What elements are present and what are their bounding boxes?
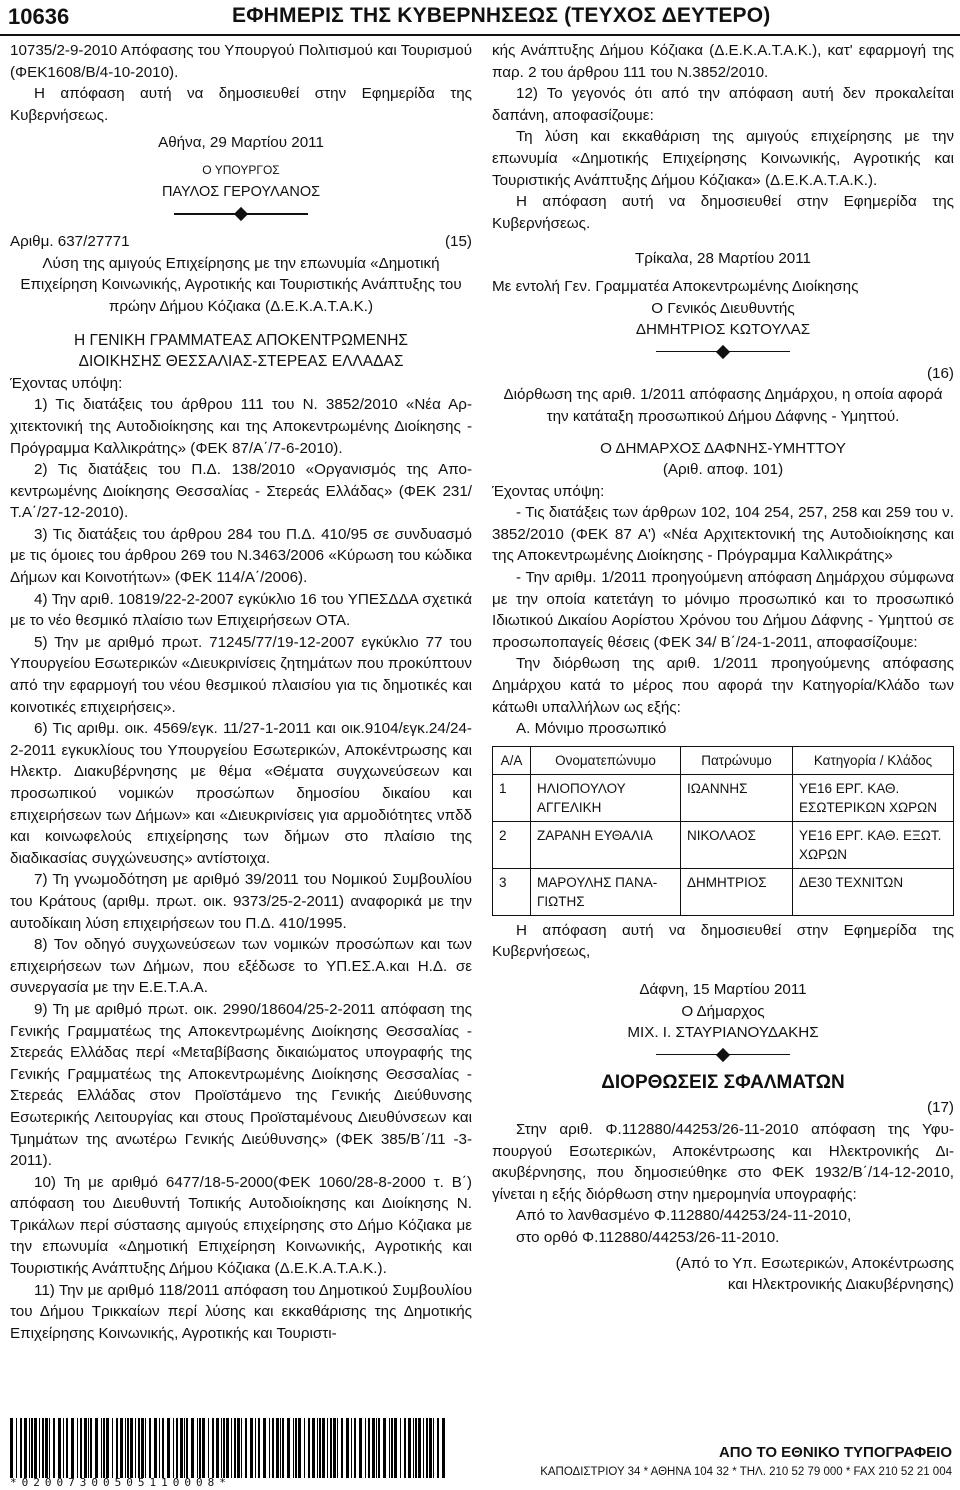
para-3: Την διόρθωση της αριθ. 1/2011 προηγούμενης απόφασης Δημάρχου κατά το μέρος που αφορά την Κατηγορία/Κλάδο των κάτωθι υπαλλήλων ως εξής: <box>492 655 954 716</box>
cell: ΖΑΡΑΝΗ ΕΥΘΑΛΙΑ <box>531 821 681 868</box>
cell: 2 <box>493 821 531 868</box>
errata-source-1: (Από το Υπ. Εσωτερικών, Αποκέντρωσης <box>675 1254 954 1272</box>
header-rule <box>0 34 960 36</box>
para-1: - Τις διατάξεις των άρθρων 102, 104 254, 257, 258 και 259 του ν. 3852/2010 (ΦΕΚ 87 Α') «Νέα Αρχιτεκτονική της Αυτοδιοίκησης και της Αποκεντρωμένης Διοίκησης - Πρόγραμμα Καλλικράτης» <box>492 504 954 565</box>
publish-line: Η απόφαση αυτή να δημοσιευθεί στην Εφημερίδα της Κυβερνήσεως. <box>492 193 954 232</box>
signer-title: Ο Γενικός Διευθυντής <box>651 299 795 317</box>
separator <box>492 1044 954 1066</box>
para-2: - Την αριθμ. 1/2011 προηγούμενη απόφαση Δημάρχου σύμφωνα με την οποία κατετάγη το μόνιμο προσωπικό και το προσωπικό Ιδιωτικού Δικαίου Αορίστου Χρόνου του Δήμου Δάφνης - Υμηττού σε προσωποπαγείς θέσεις (ΦΕΚ 34/ Β΄/24-1-2011, αποφασίζουμε: <box>492 569 954 651</box>
having-regard: Έχοντας υπόψη: <box>492 482 605 500</box>
place-date-2: Δάφνη, 15 Μαρτίου 2011 <box>639 981 807 998</box>
decision-seq-17: (17) <box>926 1099 954 1117</box>
continuation-text: κής Ανάπτυξης Δήμου Κόζιακα (Δ.Ε.Κ.Α.Τ.Α.Κ.), κατ' εφαρμογή της παρ. 2 του άρθρου 111 του Ν.3852/2010. <box>492 42 954 81</box>
item-6: 6) Τις αριθμ. οικ. 4569/εγκ. 11/27-1-2011 και οικ.9104/εγκ.24/24-2-2011 εγκυκλίους του Υπουργείου Εσωτερικών, Αποκέντρωσης και Ηλεκτρ. Διακυβέρνησης με θέμα «Θέματα συγχωνεύσεων και προσωπικού νομικών προσώπων δημοσίου δικαίου και επιχειρήσεων των Δήμων» και «Διευκρινίσεις για αρμοδιότητες νπδδ και κοινωφελούς επιχείρησης των δήμων στο πλαίσιο της διαδικασίας συγχώνευσης» αντίστοιχα. <box>10 720 472 867</box>
authority-line-2: ΔΙΟΙΚΗΣΗΣ ΘΕΣΣΑΛΙΑΣ-ΣΤΕΡΕΑΣ ΕΛΛΑΔΑΣ <box>78 353 404 371</box>
correction-title: Διόρθωση της αριθ. 1/2011 απόφασης Δημάρχου, η οποία αφορά την κατάταξη προσωπικού Δήμου Δάφνης - Υμηττού. <box>503 386 943 425</box>
cell: ΙΩΑΝΝΗΣ <box>681 774 793 821</box>
mandate-line: Με εντολή Γεν. Γραμματέα Αποκεντρωμένης Διοίκησης <box>492 277 859 295</box>
item-11: 11) Την με αριθμό 118/2011 απόφαση του Δημοτικού Συμβουλίου του Δήμου Τρικκαίων περί λύσης και εκκαθάρισης της Δημοτικής Επιχείρησης Κοινωνικής, Αγροτικής και Τουριστι- <box>10 1281 472 1342</box>
place-date: Αθήνα, 29 Μαρτίου 2011 <box>158 134 324 152</box>
separator <box>10 203 472 225</box>
printer-address: ΚΑΠΟΔΙΣΤΡΙΟΥ 34 * ΑΘΗΝΑ 104 32 * ΤΗΛ. 210 52 79 000 * FAX 210 52 21 004 <box>540 1466 952 1478</box>
cell: ΔΗΜΗΤΡΙΟΣ <box>681 868 793 915</box>
mayor-name: ΜΙΧ. Ι. ΣΤΑΥΡΙΑΝΟΥΔΑΚΗΣ <box>627 1024 819 1042</box>
cell: ΗΛΙΟΠΟΥΛΟΥ ΑΓΓΕΛΙΚΗ <box>531 774 681 821</box>
item-4: 4) Την αριθ. 10819/22-2-2007 εγκύκλιο 16 του ΥΠΕΣΔΔΑ σχετικά με το νέο θεσμικό πλαίσιο των Επιχειρήσεων ΟΤΑ. <box>10 590 472 630</box>
minister-name: ΠΑΥΛΟΣ ΓΕΡΟΥΛΑΝΟΣ <box>161 183 321 200</box>
journal-title: ΕΦΗΜΕΡΙΣ ΤΗΣ ΚΥΒΕΡΝΗΣΕΩΣ (ΤΕΥΧΟΣ ΔΕΥΤΕΡΟ) <box>232 4 771 27</box>
decision-header <box>10 231 472 253</box>
item-1: 1) Τις διατάξεις του άρθρου 111 του Ν. 3852/2010 «Νέα Αρχιτεκτονική της Αυτοδιοίκησης και της Αποκεντρωμένης Διοίκησης - Πρόγραμμα Καλλικράτης» (ΦΕΚ 87/Α΄/7-6-2010). <box>10 396 472 457</box>
section-a: Α. Μόνιμο προσωπικό <box>516 720 667 738</box>
errata-source-2: και Ηλεκτρονικής Διακυβέρνησης) <box>727 1276 954 1294</box>
barcode-number: *02007300505110008* <box>10 1476 231 1489</box>
mayor-title: Ο Δήμαρχος <box>681 1002 765 1020</box>
item-10: 10) Τη με αριθμό 6477/18-5-2000(ΦΕΚ 1060/28-8-2000 τ. Β΄) απόφαση του Διευθυντή Τοπικής Αυτοδιοίκησης και Διοίκησης Ν. Τρικάλων περί σύστασης αμιγούς επιχείρησης στο Δήμο Κόζιακα με την επωνυμία «Δημοτική Επιχείρηση Κοινωνικής, Αγροτικής και Τουριστικής Ανάπτυξης Δήμου Κόζιακα (Δ.Ε.Κ.Α.Τ.Α.Κ.). <box>10 1173 472 1278</box>
cell: ΝΙΚΟΛΑΟΣ <box>681 821 793 868</box>
publish-line: Η απόφαση αυτή να δημοσιευθεί στην Εφημερίδα της Κυβερνήσεως. <box>10 85 472 124</box>
staff-table <box>492 746 954 916</box>
decision-number: Αριθμ. 637/27771 <box>10 233 130 251</box>
page-header <box>0 0 960 36</box>
col-aa: Α/Α <box>493 746 531 774</box>
decision-title: Λύση της αμιγούς Επιχείρησης με την επωνυμία «Δημοτική Επιχείρηση Κοινωνικής, Αγροτικής και Τουριστικής Ανάπτυξης του πρώην Δήμου Κόζιακα (Δ.Ε.Κ.Α.Τ.Α.Κ.) <box>20 254 462 315</box>
authority-line-1: Η ΓΕΝΙΚΗ ΓΡΑΜΜΑΤΕΑΣ ΑΠΟΚΕΝΤΡΩΜΕΝΗΣ <box>73 331 409 349</box>
table-header-row <box>493 746 954 774</box>
mayor-ref: (Αριθ. αποφ. 101) <box>662 461 784 479</box>
errata-right: στο ορθό Φ.112880/44253/26-11-2010. <box>516 1228 780 1246</box>
item-12: 12) Το γεγονός ότι από την απόφαση αυτή δεν προκαλείται δαπάνη, αποφασίζουμε: <box>492 85 954 124</box>
printer-name: ΑΠΟ ΤΟ ΕΘΝΙΚΟ ΤΥΠΟΓΡΑΦΕΙΟ <box>718 1444 952 1461</box>
intro-line: 10735/2-9-2010 Απόφασης του Υπουργού Πολιτισμού και Τουρισμού (ΦΕΚ1608/Β/4-10-2010). <box>10 42 472 81</box>
having-regard: Έχοντας υπόψη: <box>10 374 123 392</box>
barcode <box>10 1418 450 1478</box>
cell: ΔΕ30 ΤΕΧΝΙΤΩΝ <box>793 868 954 915</box>
minister-title: Ο ΥΠΟΥΡΓΟΣ <box>202 162 280 177</box>
item-7: 7) Τη γνωμοδότηση με αριθμό 39/2011 του Νομικού Συμβουλίου του Κράτους (αριθμ. πρωτ. οικ. 9373/25-2-2011) αναφορικά με την αυτοδίκαιη λύση επιχειρήσεων του Π.Δ. 410/1995. <box>10 871 472 932</box>
signer-name: ΔΗΜΗΤΡΙΟΣ ΚΩΤΟΥΛΑΣ <box>635 321 811 339</box>
item-8: 8) Τον οδηγό συγχωνεύσεων των νομικών προσώπων και των επιχειρήσεων των Δήμων, που εξέδωσε το ΥΠ.ΕΣ.Α.και Η.Δ. σε συνεργασία με την Ε.Ε.Τ.Α.Α. <box>10 936 472 997</box>
decision-text: Τη λύση και εκκαθάριση της αμιγούς επιχείρησης με την επωνυμία «Δημοτικής Επιχείρησης Κοινωνικής, Αγροτικής και Τουριστικής Ανάπτυξης Δήμου Κόζιακα» (Δ.Ε.Κ.Α.Τ.Α.Κ.). <box>492 128 954 189</box>
cell: ΥΕ16 ΕΡΓ. ΚΑΘ. ΕΣΩΤΕΡΙΚΩΝ ΧΩΡΩΝ <box>793 774 954 821</box>
item-2: 2) Τις διατάξεις του Π.Δ. 138/2010 «Οργανισμός της Αποκεντρωμένης Διοίκησης Θεσσαλίας - Στερεάς Ελλάδας» (ΦΕΚ 231/Τ.Α΄/27-12-2010). <box>10 461 472 522</box>
item-5: 5) Την με αριθμό πρωτ. 71245/77/19-12-2007 εγκύκλιο 77 του Υπουργείου Εσωτερικών «Διευκρινίσεις ζητημάτων που προκύπτουν από την εφαρμογή του νέου θεσμικού πλαισίου για τις δημοτικές και κοινοτικές επιχειρήσεις». <box>10 633 472 716</box>
col-category: Κατηγορία / Κλάδος <box>793 746 954 774</box>
table-row <box>493 821 954 868</box>
cell: ΜΑΡΟΥΛΗΣ ΠΑΝΑΓΙΩΤΗΣ <box>531 868 681 915</box>
item-3: 3) Τις διατάξεις του άρθρου 284 του Π.Δ. 410/95 σε συνδυασμό με τις όμοιες του άρθρου 269 του Ν.3463/2006 «Κύρωση του κώδικα Δήμων και Κοινοτήτων» (ΦΕΚ 114/Α΄/2006). <box>10 525 472 587</box>
col-name: Ονοματεπώνυμο <box>531 746 681 774</box>
col-patronymic: Πατρώνυμο <box>681 746 793 774</box>
place-date: Τρίκαλα, 28 Μαρτίου 2011 <box>634 250 812 268</box>
errata-title: ΔΙΟΡΘΩΣΕΙΣ ΣΦΑΛΜΑΤΩΝ <box>601 1071 845 1093</box>
table-row <box>493 868 954 915</box>
cell: 3 <box>493 868 531 915</box>
right-column <box>492 40 954 1296</box>
decision-seq-16: (16) <box>926 364 954 382</box>
page-number: 10636 <box>8 4 70 29</box>
cell: ΥΕ16 ΕΡΓ. ΚΑΘ. ΕΞΩΤ. ΧΩΡΩΝ <box>793 821 954 868</box>
mayor-heading: Ο ΔΗΜΑΡΧΟΣ ΔΑΦΝΗΣ-ΥΜΗΤΤΟΥ <box>600 439 846 457</box>
decision-seq: (15) <box>444 233 472 251</box>
cell: 1 <box>493 774 531 821</box>
item-9: 9) Τη με αριθμό πρωτ. οικ. 2990/18604/25-2-2011 απόφαση της Γενικής Γραμματέως της Αποκεντρωμένης Διοίκησης Θεσσαλίας - Στερεάς Ελλάδας περί «Μεταβίβασης δικαιώματος υπογραφής της Γενικής Γραμματέως της Αποκεντρωμένης Διοίκησης Θεσσαλίας - Στερεάς Ελλάδας στον Προϊστάμενο της Γενικής Διεύθυνσης Εσωτερικής Λειτουργίας και στους Προϊσταμένους Διευθύνσεων και Τμημάτων της ανωτέρω Γενικής Διεύθυνσης» (ΦΕΚ 385/Β΄/11 -3-2011). <box>10 1000 472 1170</box>
separator <box>492 341 954 363</box>
publish-line-2: Η απόφαση αυτή να δημοσιευθεί στην Εφημερίδα της Κυβερνήσεως, <box>492 921 954 961</box>
table-row <box>493 774 954 821</box>
left-column <box>10 40 472 1344</box>
errata-wrong: Από το λανθασμένο Φ.112880/44253/24-11-2010, <box>516 1207 852 1225</box>
errata-text: Στην αριθ. Φ.112880/44253/26-11-2010 απόφαση της Υφυπουργού Εσωτερικών, Αποκέντρωσης και Ηλεκτρονικής Διακυβέρνησης, που δημοσιεύθηκε στο ΦΕΚ 1932/Β΄/14-12-2010, γίνεται η εξής διόρθωση στην ημερομηνία υπογραφής: <box>492 1120 954 1203</box>
